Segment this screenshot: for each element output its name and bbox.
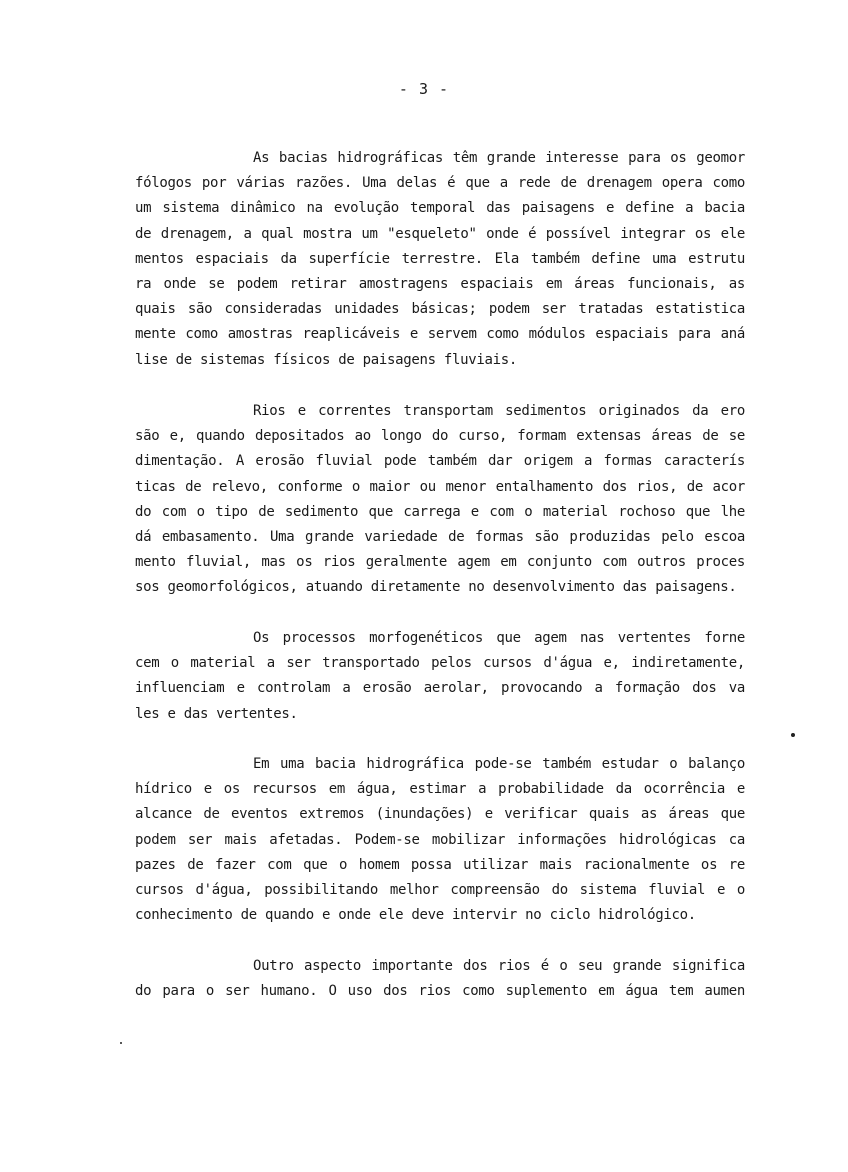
text-line: conhecimento de quando e onde ele deve intervir no ciclo hidrológico. [135,907,696,924]
text-line: pazes de fazer com que o homem possa utilizar mais racionalmente os re [135,856,745,873]
text-line: Os processos morfogenéticos que agem nas vertentes forne [253,630,745,646]
text-line: mento fluvial, mas os rios geralmente agem em conjunto com outros proces [135,554,745,571]
text-line: ticas de relevo, conforme o maior ou menor entalhamento dos rios, de acor [135,478,745,495]
text-line: les e das vertentes. [135,705,298,722]
text-line: Outro aspecto importante dos rios é o seu grande significa [253,958,745,974]
text-line: mentos espaciais da superfície terrestre. Ela também define uma estrutu [135,250,745,267]
paragraph-4 [135,752,745,928]
text-line: cem o material a ser transportado pelos cursos d'água e, indiretamente, [135,655,745,672]
paragraph-2 [135,399,745,601]
text-line: Em uma bacia hidrográfica pode-se também estudar o balanço [253,756,745,772]
text-line: influenciam e controlam a erosão aerolar, provocando a formação dos va [135,680,745,697]
text-line: lise de sistemas físicos de paisagens fluviais. [135,351,518,368]
text-line: dá embasamento. Uma grande variedade de formas são produzidas pelo escoa [135,528,745,545]
paragraph-5 [135,954,745,1004]
paragraph-3 [135,626,745,727]
text-line: As bacias hidrográficas têm grande interesse para os geomor [253,150,745,166]
scan-speck [791,733,795,737]
text-line: de drenagem, a qual mostra um "esqueleto" onde é possível integrar os ele [135,225,745,242]
scan-speck [120,1042,122,1044]
page-number: - 3 - [398,80,450,98]
text-line: do com o tipo de sedimento que carrega e com o material rochoso que lhe [135,503,745,520]
text-line: podem ser mais afetadas. Podem-se mobilizar informações hidrológicas ca [135,831,745,848]
text-line: sos geomorfológicos, atuando diretamente no desenvolvimento das paisagens. [135,579,737,596]
text-line: fólogos por várias razões. Uma delas é que a rede de drenagem opera como [135,175,745,192]
text-line: alcance de eventos extremos (inundações) e verificar quais as áreas que [135,806,745,823]
text-line: do para o ser humano. O uso dos rios como suplemento em água tem aumen [135,983,745,1000]
text-line: hídrico e os recursos em água, estimar a probabilidade da ocorrência e [135,781,745,798]
paragraph-1 [135,146,745,373]
text-line: cursos d'água, possibilitando melhor compreensão do sistema fluvial e o [135,881,745,898]
text-line: quais são consideradas unidades básicas; podem ser tratadas estatistica [135,301,745,318]
text-line: Rios e correntes transportam sedimentos originados da ero [253,403,745,419]
text-line: ra onde se podem retirar amostragens espaciais em áreas funcionais, as [135,275,745,292]
text-line: são e, quando depositados ao longo do curso, formam extensas áreas de se [135,428,745,445]
text-line: mente como amostras reaplicáveis e servem como módulos espaciais para aná [135,326,745,343]
text-line: um sistema dinâmico na evolução temporal das paisagens e define a bacia [135,200,745,217]
text-line: dimentação. A erosão fluvial pode também dar origem a formas caracterís [135,453,745,470]
